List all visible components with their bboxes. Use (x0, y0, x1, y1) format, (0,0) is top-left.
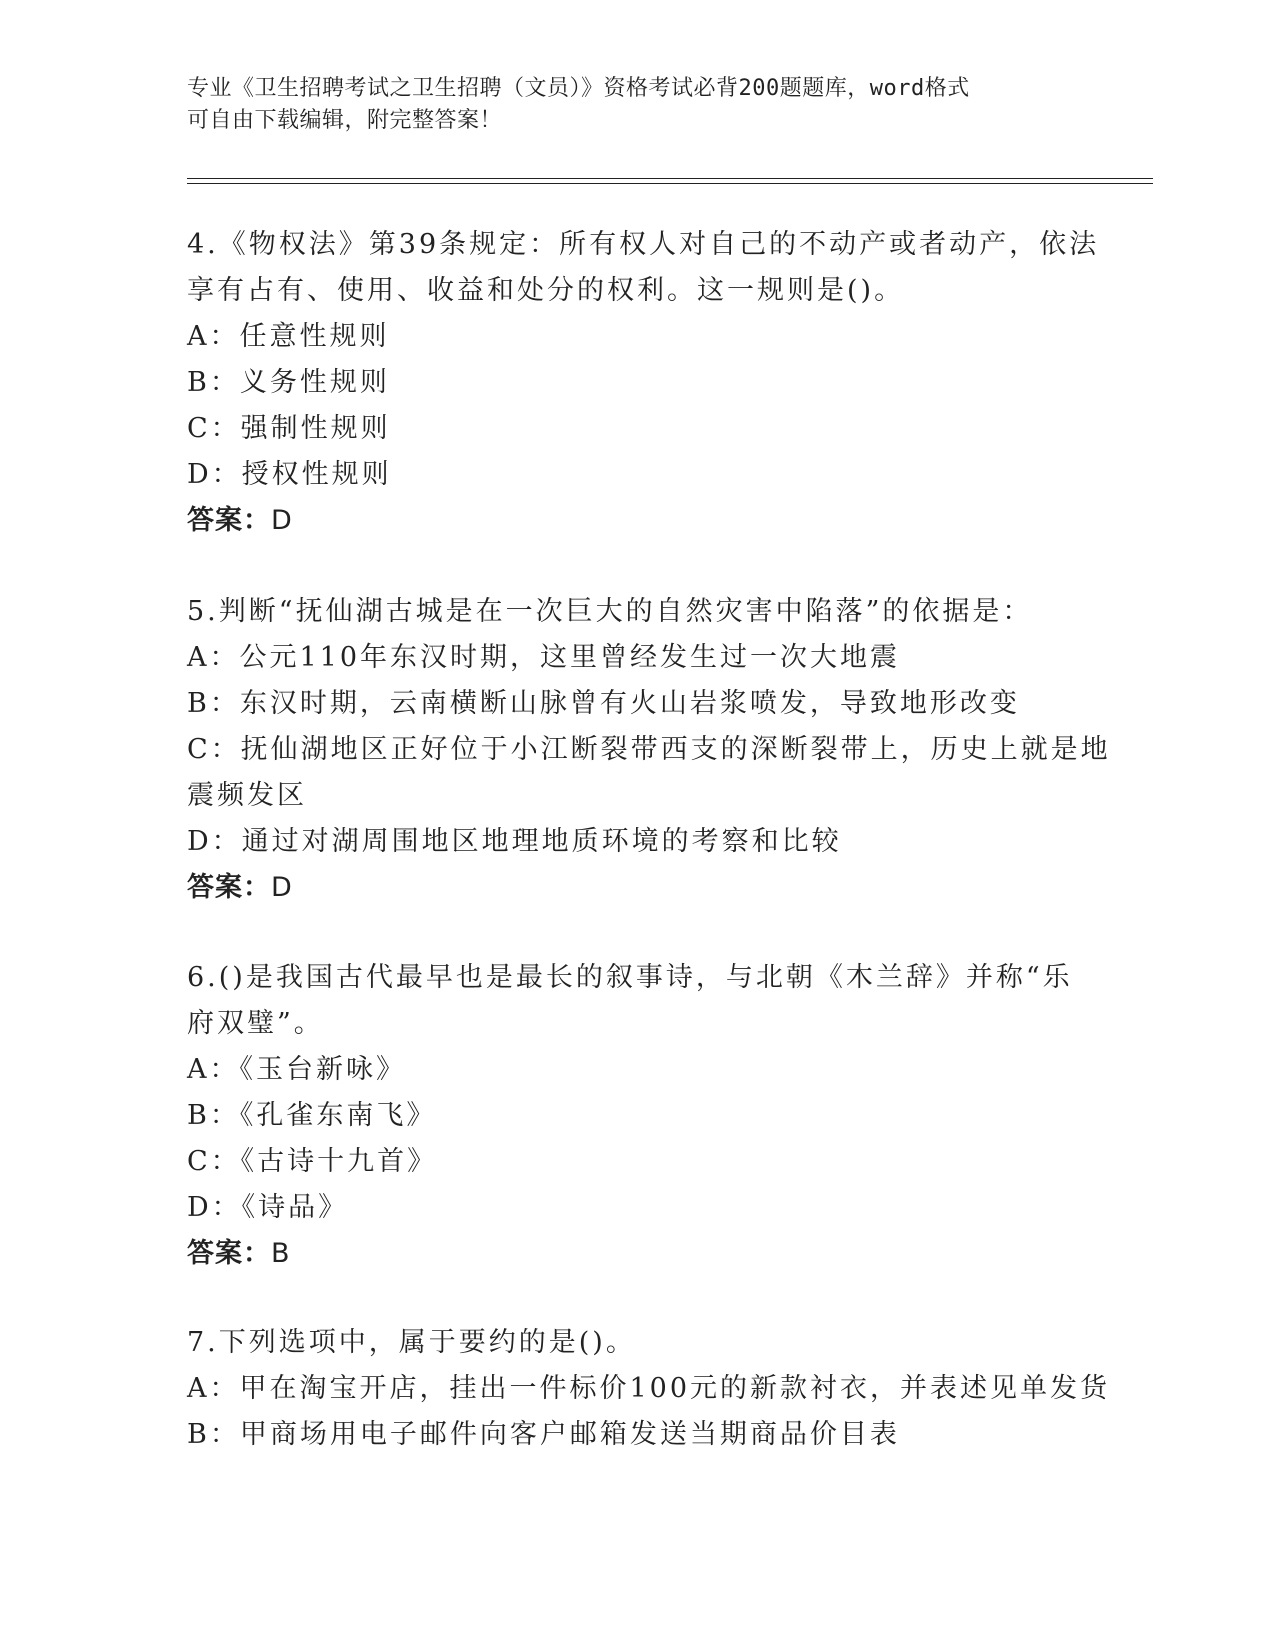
answer-value: D (271, 872, 293, 903)
option-d: D：授权性规则 (187, 459, 392, 490)
option-b: B：甲商场用电子邮件向客户邮箱发送当期商品价目表 (187, 1419, 900, 1450)
option-c-continued: 震频发区 (187, 780, 307, 811)
answer-line (187, 498, 1087, 544)
header-divider-bottom (187, 183, 1153, 184)
question-7 (187, 1320, 1111, 1458)
question-stem-line: 6.()是我国古代最早也是最长的叙事诗，与北朝《木兰辞》并称“乐 (187, 962, 1073, 993)
question-stem-line: 府双璧”。 (187, 1008, 324, 1039)
answer-label: 答案： (187, 872, 271, 903)
answer-label: 答案： (187, 1238, 271, 1269)
option-b: B：东汉时期，云南横断山脉曾有火山岩浆喷发，导致地形改变 (187, 688, 1020, 719)
answer-line (187, 865, 1087, 911)
option-b: B：《孔雀东南飞》 (187, 1100, 437, 1131)
option-a: A：任意性规则 (187, 321, 390, 352)
header-title-line-2: 可自由下载编辑，附完整答案！ (187, 108, 503, 133)
option-b: B：义务性规则 (187, 367, 390, 398)
option-a: A：公元110年东汉时期，这里曾经发生过一次大地震 (187, 642, 901, 673)
option-d: D：《诗品》 (187, 1192, 349, 1223)
answer-line (187, 1231, 1087, 1277)
option-a: A：甲在淘宝开店，挂出一件标价100元的新款衬衣，并表述见单发货 (187, 1373, 1111, 1404)
answer-value: D (271, 505, 293, 536)
document-header (187, 73, 1067, 137)
option-d: D：通过对湖周围地区地理地质环境的考察和比较 (187, 826, 842, 857)
header-divider-top (187, 178, 1153, 179)
header-title-line-1: 专业《卫生招聘考试之卫生招聘（文员）》资格考试必背200题题库，word格式 (187, 76, 970, 101)
option-c: C：强制性规则 (187, 413, 391, 444)
question-4 (187, 222, 1100, 544)
answer-value: B (271, 1238, 291, 1269)
answer-label: 答案： (187, 505, 271, 536)
question-stem-line: 5.判断“抚仙湖古城是在一次巨大的自然灾害中陷落”的依据是： (187, 596, 1033, 627)
question-5 (187, 589, 1111, 911)
question-stem-line: 4.《物权法》第39条规定：所有权人对自己的不动产或者动产，依法 (187, 229, 1100, 260)
question-stem-line: 7.下列选项中，属于要约的是()。 (187, 1327, 636, 1358)
option-c: C：《古诗十九首》 (187, 1146, 438, 1177)
option-c: C：抚仙湖地区正好位于小江断裂带西支的深断裂带上，历史上就是地 (187, 734, 1111, 765)
question-6 (187, 955, 1087, 1277)
question-stem-line: 享有占有、使用、收益和处分的权利。这一规则是()。 (187, 275, 905, 306)
option-a: A：《玉台新咏》 (187, 1054, 406, 1085)
